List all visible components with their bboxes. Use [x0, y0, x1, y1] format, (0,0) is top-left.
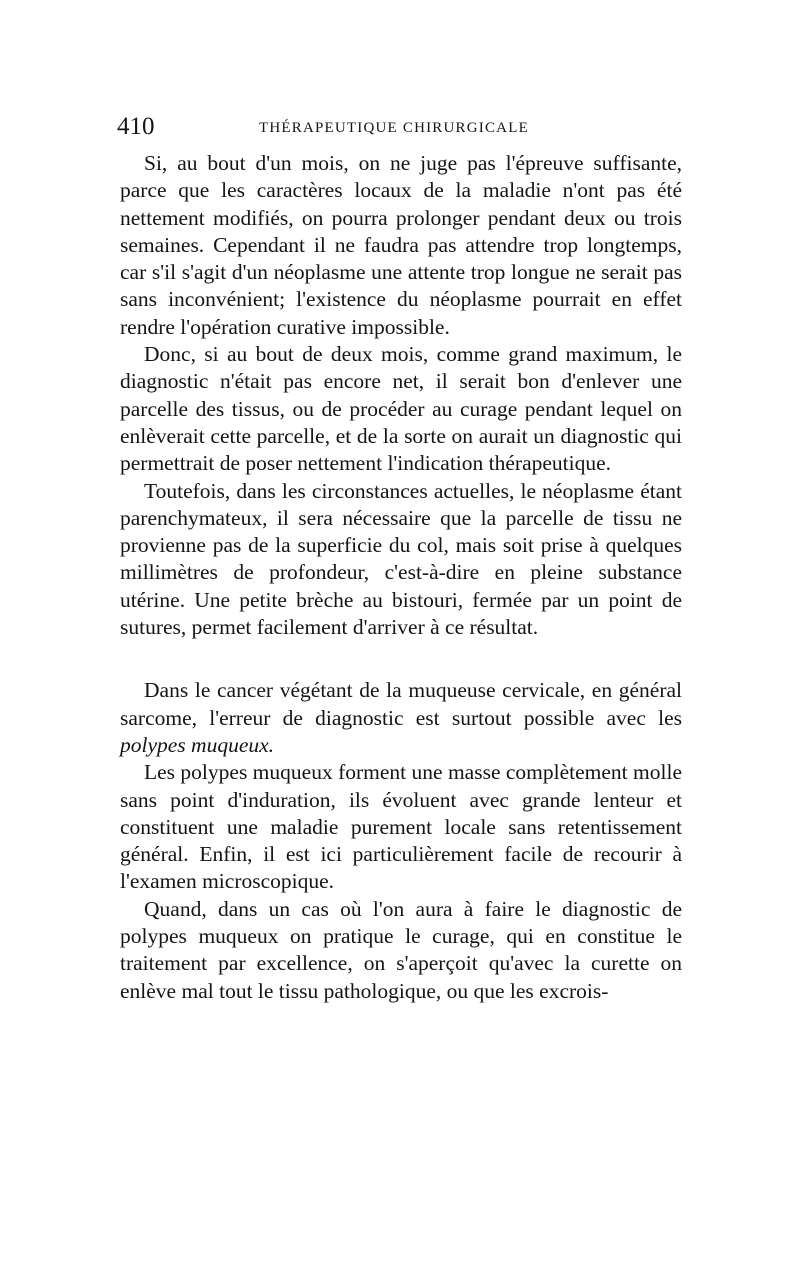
- paragraph-1: Si, au bout d'un mois, on ne juge pas l'épreuve suffisante, parce que les caractères locaux de la maladie n'ont pas été nettement modifiés, on pourra prolonger pendant deux ou trois semaines. Cependant il ne faudra pas attendre trop longtemps, car s'il s'agit d'un néoplasme une attente trop longue ne serait pas sans inconvénient; l'existence du néoplasme pourrait en effet rendre l'opération curative impossible.: [120, 151, 682, 339]
- page-header: [117, 112, 682, 142]
- paragraph-3: Toutefois, dans les circonstances actuelles, le néoplasme étant parenchymateux, il sera nécessaire que la parcelle de tissu ne provienne pas de la superficie du col, mais soit prise à quelques millimètres de profondeur, c'est-à-dire en pleine substance utérine. Une petite brèche au bistouri, fermée par un point de sutures, permet facilement d'arriver à ce résultat.: [120, 478, 682, 640]
- section-gap: [120, 641, 682, 677]
- paragraph-4: [120, 677, 682, 759]
- paragraph-4-italic-term: polypes muqueux.: [120, 732, 275, 757]
- paragraph-5: Les polypes muqueux forment une masse complètement molle sans point d'induration, ils évoluent avec grande lenteur et constituent une maladie purement locale sans retentissement général. Enfin, il est ici particulièrement facile de recourir à l'examen microscopique.: [120, 760, 682, 894]
- body-text: [120, 150, 682, 1005]
- paragraph-6: Quand, dans un cas où l'on aura à faire le diagnostic de polypes muqueux on pratique le curage, qui en constitue le traitement par excellence, on s'aperçoit qu'avec la curette on enlève mal tout le tissu pathologique, ou que les excrois-: [120, 896, 682, 1003]
- paragraph-2: Donc, si au bout de deux mois, comme grand maximum, le diagnostic n'était pas encore net, il serait bon d'enlever une parcelle des tissus, ou de procéder au curage pendant lequel on enlèverait cette parcelle, et de la sorte on aurait un diagnostic qui permettrait de poser nettement l'indication thérapeutique.: [120, 342, 682, 476]
- page-number: 410: [117, 113, 155, 140]
- running-title: THÉRAPEUTIQUE CHIRURGICALE: [259, 120, 529, 136]
- paragraph-4-text: Dans le cancer végétant de la muqueuse cervicale, en général sarcome, l'erreur de diagnostic est surtout possible avec les: [120, 678, 682, 730]
